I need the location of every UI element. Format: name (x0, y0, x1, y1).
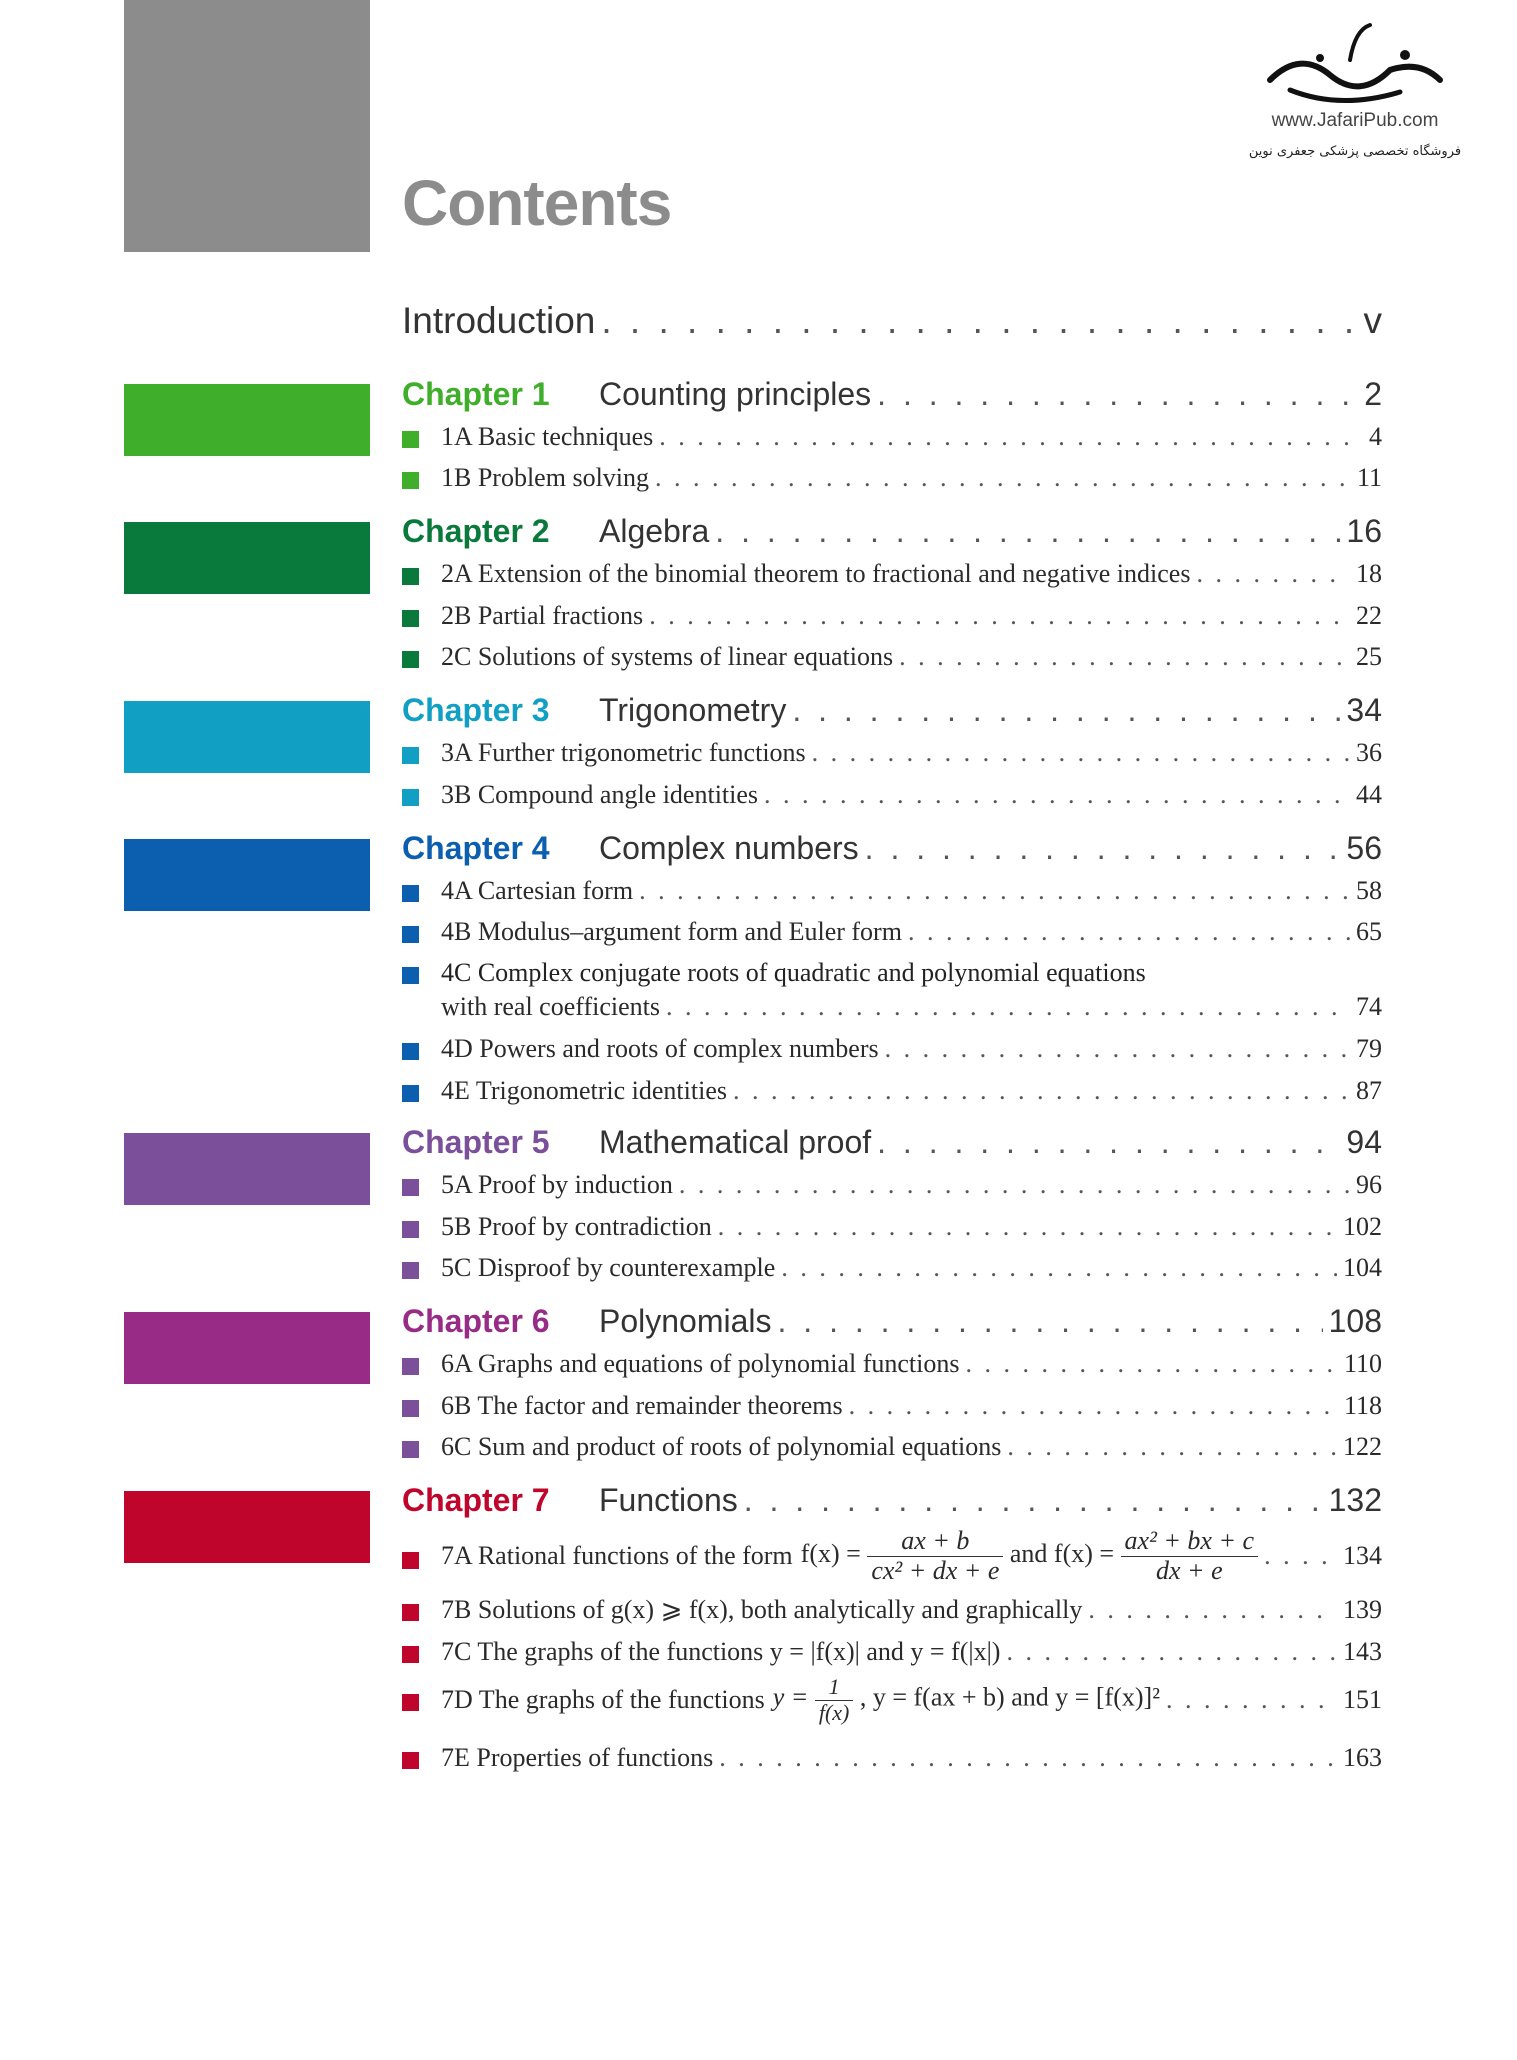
chapter-3-band (124, 701, 370, 773)
leader-dots (679, 1170, 1350, 1200)
chapter-label: Chapter 7 (402, 1482, 550, 1518)
toc-section-5b[interactable] (402, 1212, 1382, 1242)
section-title: 4A Cartesian form (441, 876, 634, 905)
toc-page-number: 102 (1343, 1212, 1382, 1241)
section-title: 2B Partial fractions (441, 601, 644, 630)
chapter-label: Chapter 1 (402, 376, 550, 412)
toc-page-number: 118 (1343, 1391, 1382, 1420)
math-expression (801, 1527, 1258, 1585)
section-title: 6A Graphs and equations of polynomial functions (441, 1349, 960, 1378)
toc-section-7d[interactable] (402, 1670, 1382, 1730)
toc-page-number: 56 (1346, 830, 1382, 866)
section-title: 2C Solutions of systems of linear equations (441, 642, 894, 671)
toc-page-number: 122 (1343, 1432, 1382, 1461)
section-title: 5C Disproof by counterexample (441, 1253, 776, 1282)
toc-page-number: 2 (1364, 376, 1382, 412)
leader-dots (865, 830, 1341, 867)
section-title: 6B The factor and remainder theorems (441, 1391, 843, 1420)
toc-section-4a[interactable] (402, 876, 1382, 906)
toc-section-1a[interactable] (402, 422, 1382, 452)
leader-dots (849, 1391, 1338, 1421)
toc-section-3b[interactable] (402, 780, 1382, 810)
math-f1: f(x) = (800, 1538, 861, 1568)
leader-dots (778, 1303, 1323, 1340)
toc-section-5a[interactable] (402, 1170, 1382, 1200)
fraction-denominator: f(x) (818, 1699, 850, 1725)
section-title: 6C Sum and product of roots of polynomial equations (441, 1432, 1002, 1461)
toc-page-number: 74 (1356, 992, 1382, 1021)
section-title: 1B Problem solving (441, 463, 650, 492)
section-title: 4C Complex conjugate roots of quadratic and polynomial equations (441, 958, 1146, 987)
toc-section-2c[interactable] (402, 642, 1382, 672)
toc-page-number: 16 (1346, 513, 1382, 549)
toc-page-number: 44 (1356, 780, 1382, 809)
fraction-denominator: cx² + dx + e (871, 1555, 1000, 1585)
page-title: Contents (402, 167, 672, 239)
section-title-continued: with real coefficients (441, 992, 660, 1021)
leader-dots (1006, 1637, 1337, 1667)
toc-page-number: 4 (1369, 422, 1382, 451)
toc-page-number: 104 (1343, 1253, 1382, 1282)
toc-page-number: 163 (1343, 1743, 1382, 1772)
section-title: 7B Solutions of g(x) ⩾ f(x), both analytically and graphically (441, 1595, 1083, 1624)
leader-dots (1264, 1541, 1337, 1571)
leader-dots (666, 992, 1350, 1022)
toc-section-5c[interactable] (402, 1253, 1382, 1283)
fraction-numerator: 1 (815, 1675, 854, 1700)
leader-dots (718, 1212, 1337, 1242)
leader-dots (812, 738, 1350, 768)
leader-dots (659, 422, 1363, 452)
section-title: 5A Proof by induction (441, 1170, 673, 1199)
leader-dots (1088, 1595, 1337, 1625)
fraction-numerator: ax² + bx + c (1121, 1527, 1259, 1557)
chapter-label: Chapter 4 (402, 830, 550, 866)
toc-section-4b[interactable] (402, 917, 1382, 947)
leader-dots (877, 1124, 1340, 1161)
chapter-title: Counting principles (599, 376, 872, 412)
chapter-title: Trigonometry (599, 692, 787, 728)
toc-page-number: 134 (1343, 1541, 1382, 1570)
chapter-title: Algebra (599, 513, 710, 549)
toc-chapter-1[interactable] (402, 376, 1382, 413)
leader-dots (733, 1076, 1350, 1106)
leader-dots (792, 692, 1340, 729)
section-title: 4B Modulus–argument form and Euler form (441, 917, 902, 946)
chapter-title: Polynomials (599, 1303, 772, 1339)
leader-dots (601, 300, 1357, 342)
toc-section-3a[interactable] (402, 738, 1382, 768)
chapter-4-band (124, 839, 370, 911)
toc-page-number: 139 (1343, 1595, 1382, 1624)
toc-page-number: 25 (1356, 642, 1382, 671)
leader-dots (649, 601, 1350, 631)
fraction-1 (815, 1675, 854, 1724)
toc-section-7a[interactable] (402, 1525, 1382, 1587)
leader-dots (1196, 559, 1350, 589)
leader-dots (965, 1349, 1337, 1379)
toc-chapter-3[interactable] (402, 692, 1382, 729)
section-title: 4E Trigonometric identities (441, 1076, 727, 1105)
leader-dots (1166, 1685, 1337, 1715)
toc-page-number: 18 (1356, 559, 1382, 588)
toc-section-4c[interactable] (402, 992, 1382, 1022)
toc-page-number: 36 (1356, 738, 1382, 767)
toc-chapter-4[interactable] (402, 830, 1382, 867)
leader-dots (715, 513, 1340, 550)
leader-dots (899, 642, 1350, 672)
section-title: 3B Compound angle identities (441, 780, 759, 809)
toc-page-number: 79 (1356, 1034, 1382, 1063)
toc-section-6c[interactable] (402, 1432, 1382, 1462)
leader-dots (781, 1253, 1337, 1283)
section-title: 4D Powers and roots of complex numbers (441, 1034, 879, 1063)
leader-dots (639, 876, 1350, 906)
fraction-2 (1121, 1527, 1259, 1585)
leader-dots (877, 376, 1358, 413)
toc-section-2a[interactable] (402, 559, 1382, 589)
toc-section-2b[interactable] (402, 601, 1382, 631)
toc-page-number: 94 (1346, 1124, 1382, 1160)
leader-dots (764, 780, 1350, 810)
chapter-label: Chapter 3 (402, 692, 550, 728)
section-title: 7D The graphs of the functions (441, 1685, 765, 1714)
toc-chapter-6[interactable] (402, 1303, 1382, 1340)
toc-page-number: 65 (1356, 917, 1382, 946)
section-title: 7A Rational functions of the form (441, 1541, 793, 1570)
toc-section-4d[interactable] (402, 1034, 1382, 1064)
chapter-6-band (124, 1312, 370, 1384)
toc-page-number: 108 (1328, 1303, 1382, 1339)
chapter-5-band (124, 1133, 370, 1205)
math-rest: , y = f(ax + b) and y = [f(x)]² (859, 1682, 1160, 1712)
section-title: 3A Further trigonometric functions (441, 738, 806, 767)
toc-chapter-2[interactable] (402, 513, 1382, 550)
toc-page-number: 151 (1343, 1685, 1382, 1714)
toc-page-number: 143 (1343, 1637, 1382, 1666)
calligraphy-logo-icon (1230, 20, 1480, 110)
section-title: 7E Properties of functions (441, 1743, 714, 1772)
header-gray-block (124, 0, 370, 252)
toc-chapter-5[interactable] (402, 1124, 1382, 1161)
toc-page-number: 132 (1328, 1482, 1382, 1518)
toc-section-4e[interactable] (402, 1076, 1382, 1106)
section-title: 1A Basic techniques (441, 422, 654, 451)
toc-page-number: 87 (1356, 1076, 1382, 1105)
toc-section-1b[interactable] (402, 463, 1382, 493)
toc-introduction[interactable] (402, 300, 1382, 342)
toc-chapter-7[interactable] (402, 1482, 1382, 1519)
toc-section-7b[interactable] (402, 1595, 1382, 1625)
chapter-label: Chapter 5 (402, 1124, 550, 1160)
section-title: 2A Extension of the binomial theorem to fractional and negative indices (441, 559, 1191, 588)
toc-page-number: 58 (1356, 876, 1382, 905)
math-f2: f(x) = (1053, 1538, 1115, 1568)
chapter-title: Functions (599, 1482, 738, 1518)
leader-dots (885, 1034, 1350, 1064)
toc-entry-label: Introduction (402, 300, 596, 341)
publisher-logo (1230, 20, 1480, 170)
toc-page-number: 22 (1356, 601, 1382, 630)
toc-section-7e[interactable] (402, 1743, 1382, 1773)
fraction-1 (867, 1527, 1003, 1585)
fraction-numerator: ax + b (867, 1527, 1003, 1557)
toc-page-number: 11 (1356, 463, 1382, 492)
section-title: 7C The graphs of the functions y = |f(x)| and y = f(|x|) (441, 1637, 1001, 1666)
toc-page-number: v (1363, 300, 1382, 341)
logo-subtitle: فروشگاه تخصصی پزشکی جعفری نوین (1248, 144, 1462, 159)
leader-dots (655, 463, 1351, 493)
toc-section-6b[interactable] (402, 1391, 1382, 1421)
leader-dots (908, 917, 1350, 947)
chapter-7-band (124, 1491, 370, 1563)
toc-section-7c[interactable] (402, 1637, 1382, 1667)
toc-page-number: 34 (1346, 692, 1382, 728)
chapter-title: Mathematical proof (599, 1124, 872, 1160)
section-title: 5B Proof by contradiction (441, 1212, 712, 1241)
toc-page-number: 110 (1343, 1349, 1382, 1378)
math-and: and (1009, 1538, 1048, 1568)
toc-section-4c-line1[interactable] (402, 958, 1382, 988)
leader-dots (1007, 1432, 1337, 1462)
fraction-denominator: dx + e (1155, 1555, 1223, 1585)
toc-section-6a[interactable] (402, 1349, 1382, 1379)
toc-page-number: 96 (1356, 1170, 1382, 1199)
math-y: y = (772, 1682, 809, 1712)
chapter-1-band (124, 384, 370, 456)
chapter-2-band (124, 522, 370, 594)
chapter-label: Chapter 6 (402, 1303, 550, 1339)
leader-dots (744, 1482, 1323, 1519)
logo-url: www.JafariPub.com (1271, 110, 1439, 131)
chapter-title: Complex numbers (599, 830, 859, 866)
chapter-label: Chapter 2 (402, 513, 550, 549)
math-expression (773, 1675, 1160, 1724)
leader-dots (719, 1743, 1337, 1773)
